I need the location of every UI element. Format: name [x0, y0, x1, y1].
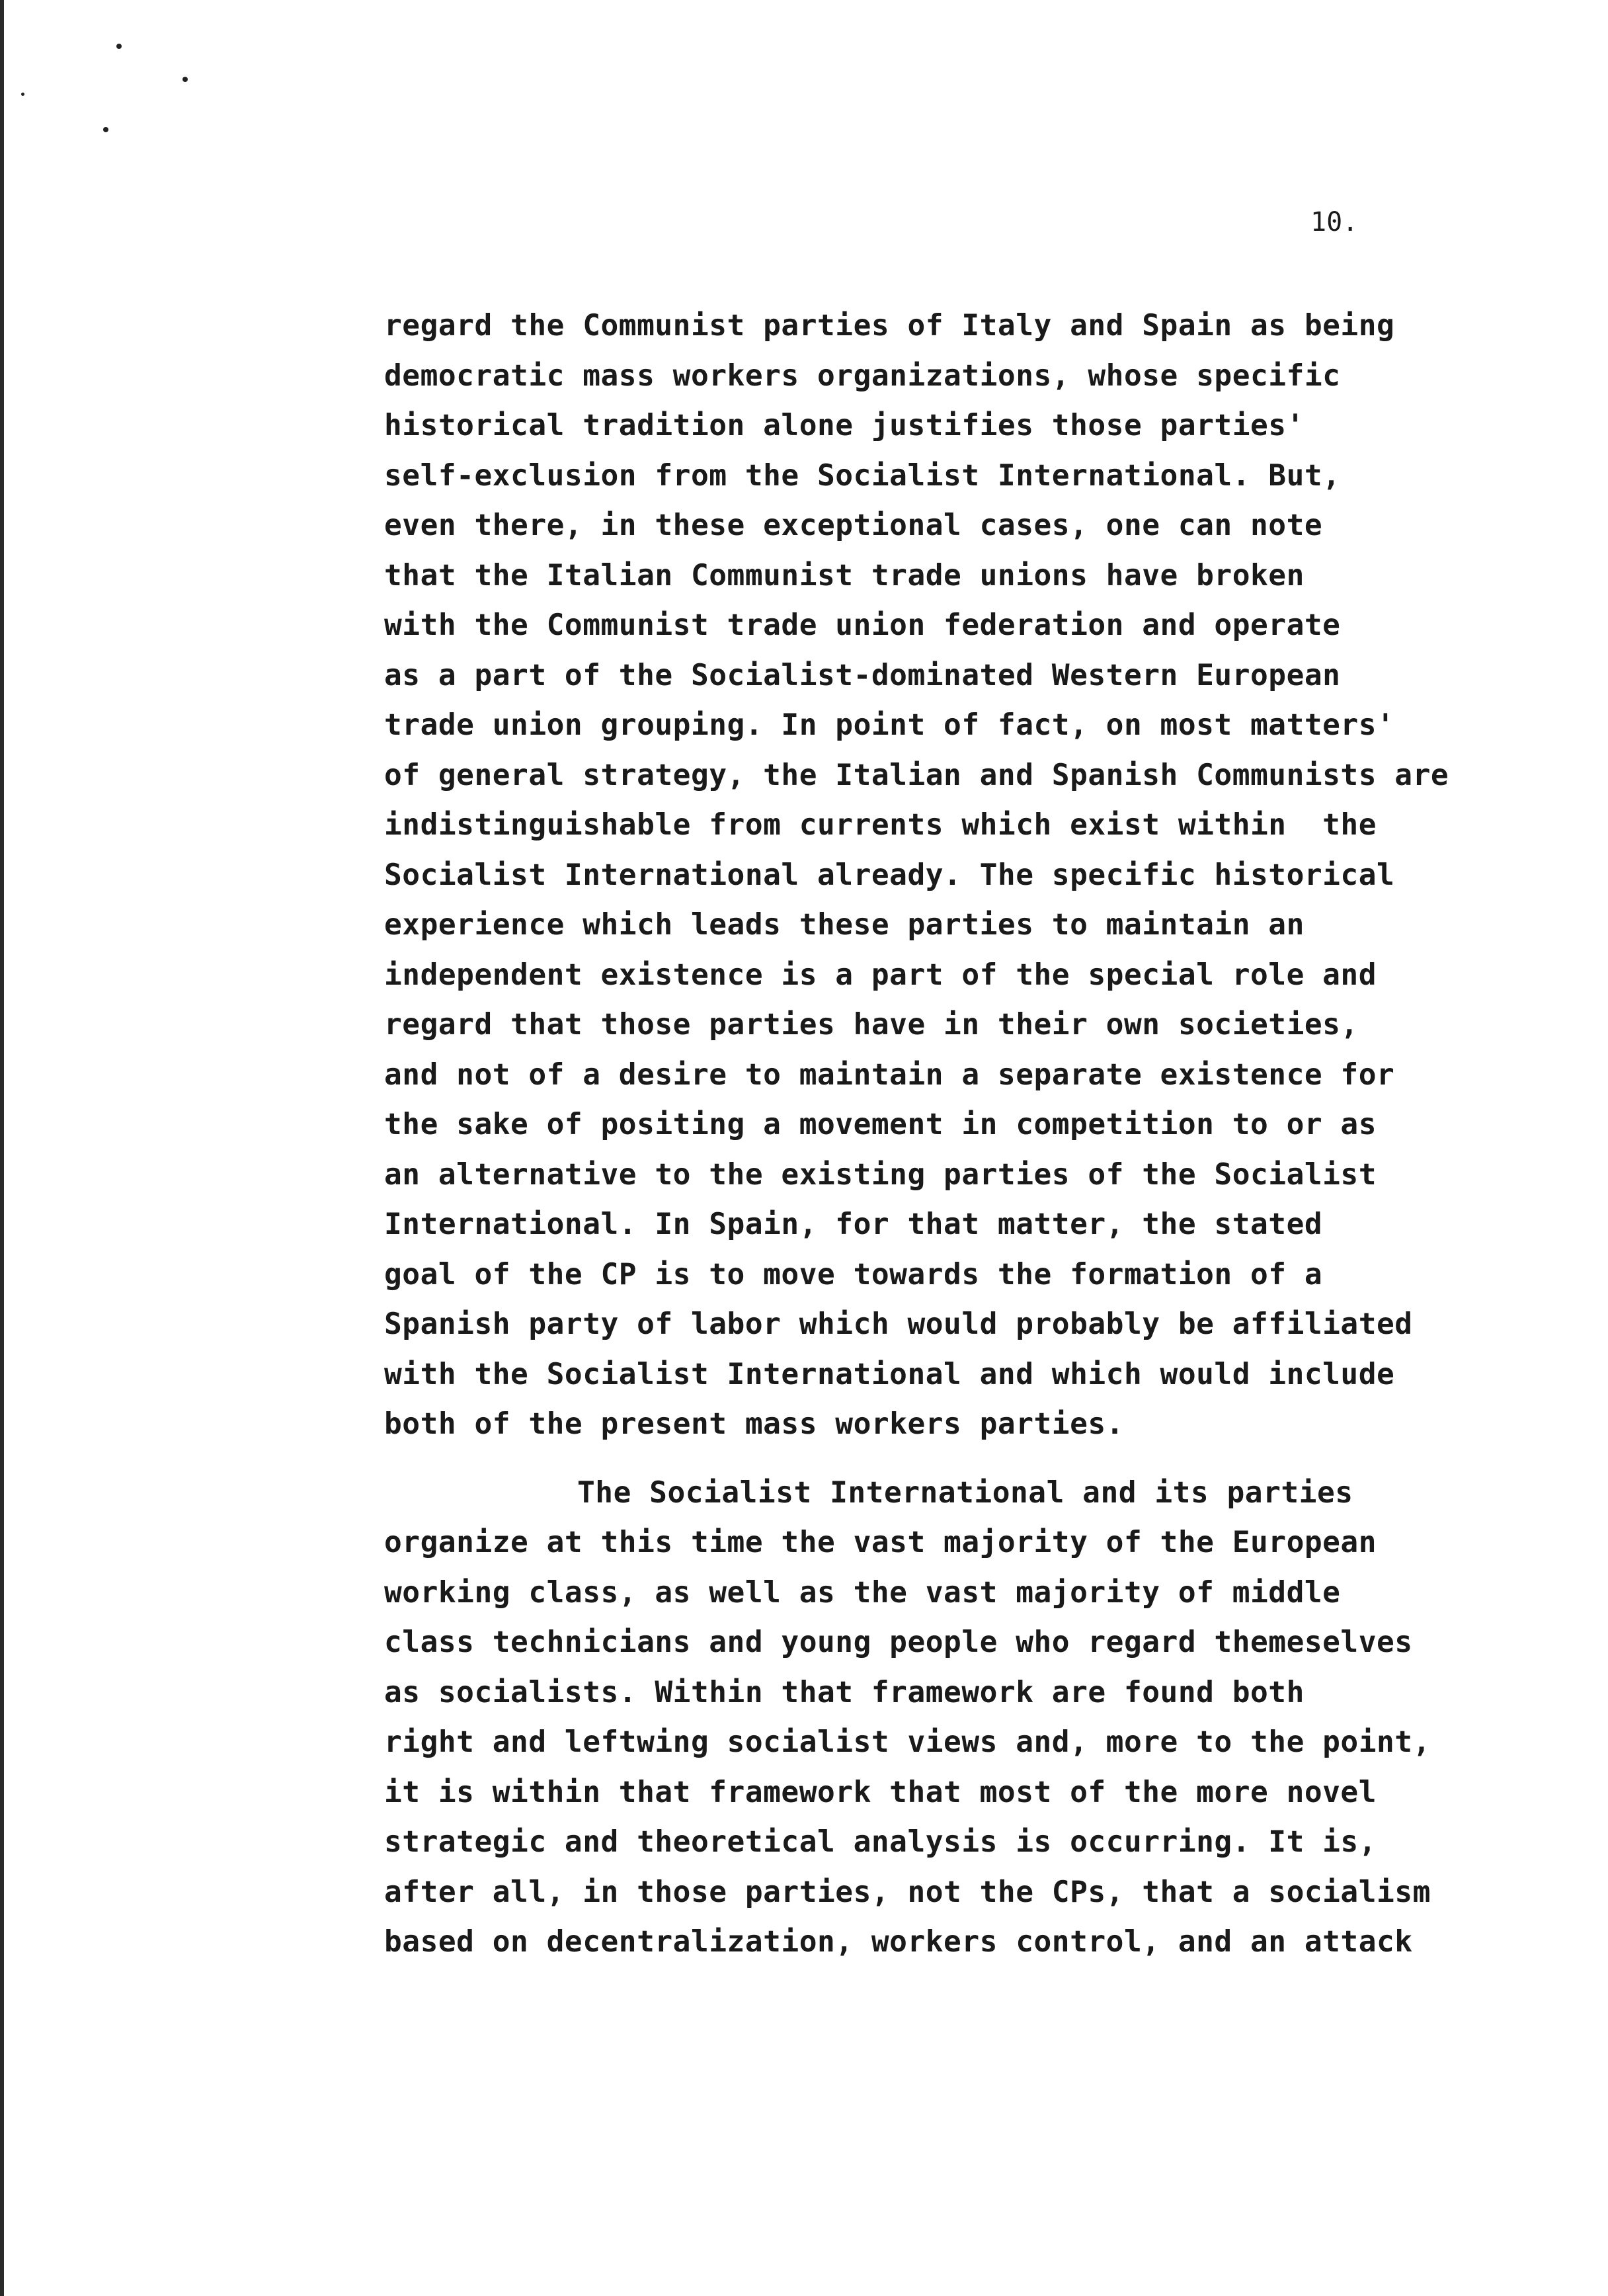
text-line: with the Communist trade union federation and operate	[384, 608, 1341, 642]
scan-speck	[116, 44, 122, 49]
paragraph-gap	[384, 1450, 1601, 1468]
text-line: democratic mass workers organizations, whose specific	[384, 358, 1341, 393]
text-line: self-exclusion from the Socialist International. But,	[384, 458, 1341, 493]
text-line: International. In Spain, for that matter, the stated	[384, 1208, 1323, 1241]
text-line: independent existence is a part of the special role and	[384, 958, 1377, 992]
text-line: experience which leads these parties to maintain an	[384, 908, 1305, 942]
text-line: that the Italian Communist trade unions have broken	[384, 558, 1305, 593]
text-line: strategic and theoretical analysis is occurring. It is,	[384, 1825, 1377, 1859]
text-line: goal of the CP is to move towards the formation of a	[384, 1257, 1323, 1292]
paragraph	[384, 1468, 1601, 1967]
text-line: it is within that framework that most of the more novel	[384, 1775, 1377, 1809]
text-line: both of the present mass workers parties.	[384, 1407, 1124, 1441]
text-line: the sake of positing a movement in competition to or as	[384, 1108, 1377, 1141]
text-line: regard the Communist parties of Italy and Spain as being	[384, 309, 1395, 343]
text-line: as a part of the Socialist-dominated Western European	[384, 658, 1341, 692]
scan-edge	[0, 0, 4, 2296]
scan-speck	[21, 93, 24, 96]
body-text	[384, 301, 1601, 1967]
scan-speck	[182, 77, 188, 82]
text-line: working class, as well as the vast majority of middle	[384, 1575, 1341, 1610]
text-line: Spanish party of labor which would probably be affiliated	[384, 1307, 1413, 1341]
text-line: even there, in these exceptional cases, one can note	[384, 509, 1323, 542]
text-line: as socialists. Within that framework are found both	[384, 1675, 1305, 1709]
page-number: 10.	[1310, 207, 1359, 237]
text-line: and not of a desire to maintain a separate existence for	[384, 1057, 1395, 1092]
text-line: with the Socialist International and which would include	[384, 1357, 1395, 1391]
text-line: an alternative to the existing parties of the Socialist	[384, 1157, 1377, 1192]
text-line: organize at this time the vast majority of the European	[384, 1526, 1377, 1559]
text-line: class technicians and young people who regard themeselves	[384, 1625, 1413, 1659]
text-line: historical tradition alone justifies those parties'	[384, 409, 1305, 442]
text-line: regard that those parties have in their own societies,	[384, 1008, 1359, 1042]
text-line: based on decentralization, workers control, and an attack	[384, 1925, 1413, 1959]
text-line: of general strategy, the Italian and Spanish Communists are	[384, 758, 1449, 792]
scan-speck	[103, 127, 108, 132]
text-line: right and leftwing socialist views and, more to the point,	[384, 1725, 1431, 1759]
text-line: after all, in those parties, not the CPs, that a socialism	[384, 1875, 1431, 1909]
text-line: The Socialist International and its parties	[577, 1475, 1353, 1510]
text-line: indistinguishable from currents which exist within the	[384, 808, 1377, 842]
text-line: trade union grouping. In point of fact, on most matters'	[384, 708, 1395, 742]
paragraph	[384, 301, 1601, 1450]
text-line: Socialist International already. The specific historical	[384, 858, 1395, 892]
